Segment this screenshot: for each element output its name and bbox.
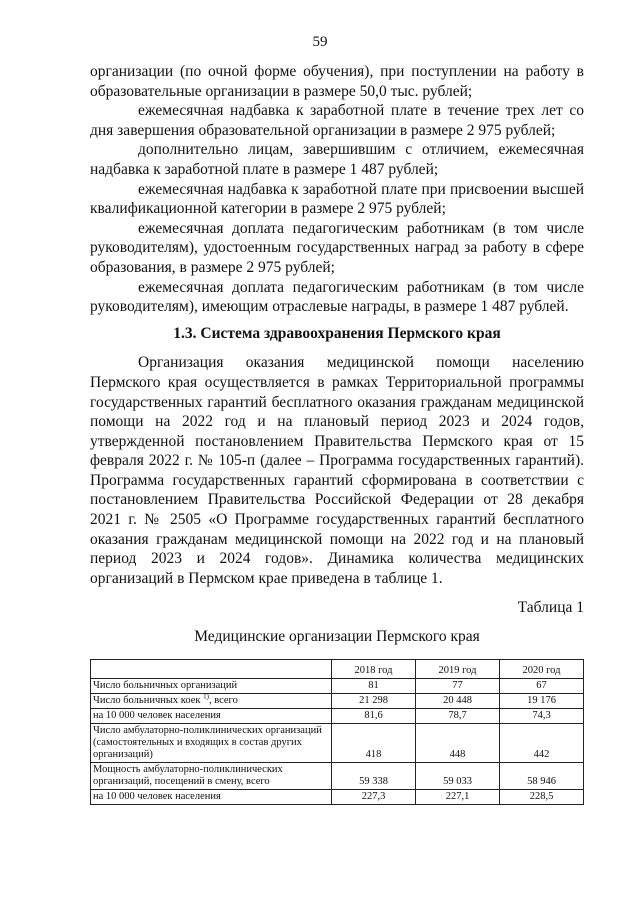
paragraph: ежемесячная доплата педагогическим работникам (в том числе руководителям), имеющим отраслевые награды, в размере 1 487 рублей.: [90, 278, 584, 316]
table-header-cell: 2018 год: [332, 660, 416, 679]
row-label: [91, 679, 332, 694]
table-row: [91, 694, 584, 709]
table-title: Медицинские организации Пермского края: [194, 628, 480, 646]
document-body: [90, 62, 584, 653]
row-label-suffix: , всего: [208, 695, 238, 706]
table-cell: 228,5: [500, 790, 584, 805]
paragraph: ежемесячная надбавка к заработной плате при присвоении высшей квалификационной категории в размере 2 975 рублей;: [90, 180, 584, 218]
section-heading: 1.3. Система здравоохранения Пермского края: [173, 324, 501, 342]
table-cell: 67: [500, 679, 584, 694]
row-label-text: Число амбулаторно-поликлинических организаций (самостоятельных и входящих в состав других организаций): [93, 725, 322, 760]
table-row: [91, 724, 584, 763]
row-label: [91, 790, 332, 805]
table-cell: 58 946: [500, 763, 584, 790]
row-label: [91, 763, 332, 790]
paragraph: ежемесячная надбавка к заработной плате в течение трех лет со дня завершения образовательной организации в размере 2 975 рублей;: [90, 102, 584, 139]
row-label-text: Число больничных коек: [93, 695, 204, 706]
paragraph: ежемесячная доплата педагогическим работникам (в том числе руководителям), удостоенным государственных наград за работу в сфере образования, в размере 2 975 рублей;: [90, 219, 584, 276]
table-row: [91, 709, 584, 724]
table-cell: 227,3: [332, 790, 416, 805]
row-label-text: Число больничных организаций: [93, 680, 238, 691]
row-label: [91, 724, 332, 763]
table-cell: 78,7: [416, 709, 500, 724]
page-number: 59: [312, 34, 328, 50]
row-label: [91, 694, 332, 709]
table-cell: 442: [500, 724, 584, 763]
table-cell: 227,1: [416, 790, 500, 805]
row-label: [91, 709, 332, 724]
table-header-cell: 2020 год: [500, 660, 584, 679]
table-row: [91, 790, 584, 805]
table-header-cell: 2019 год: [416, 660, 500, 679]
table-cell: 20 448: [416, 694, 500, 709]
paragraph: организации (по очной форме обучения), при поступлении на работу в образовательные организации в размере 50,0 тыс. рублей;: [90, 63, 584, 100]
table-cell: 74,3: [500, 709, 584, 724]
table-cell: 81,6: [332, 709, 416, 724]
medical-organizations-table: [90, 659, 584, 805]
table-row: [91, 763, 584, 790]
table-label: Таблица 1: [517, 599, 584, 617]
table-cell: 59 033: [416, 763, 500, 790]
table-header-row: [91, 660, 584, 679]
table-header-cell: [91, 660, 332, 679]
table-cell: 59 338: [332, 763, 416, 790]
footnote-marker: 1): [203, 692, 209, 701]
row-label-text: на 10 000 человек населения: [93, 791, 221, 802]
table-cell: 448: [416, 724, 500, 763]
table-row: [91, 679, 584, 694]
table-cell: 81: [332, 679, 416, 694]
table-cell: 418: [332, 724, 416, 763]
paragraph: Организация оказания медицинской помощи населению Пермского края осуществляется в рамках Территориальной программы государственных гарантий бесплатного оказания гражданам медицинской помощи на 2022 год и на плановый период 2023 и 2024 годов, утвержденной постановлением Правительства Пермского края от 15 февраля 2022 г. № 105-п (далее – Программа государственных гарантий). Программа государственных гарантий сформирована в соответствии с постановлением Правительства Российской Федерации от 28 декабря 2021 г. № 2505 «О Программе государственных гарантий бесплатного оказания гражданам медицинской помощи на 2022 год и на плановый период 2023 и 2024 годов». Динамика количества медицинских организаций в Пермском крае приведена в таблице 1.: [90, 354, 584, 587]
table-cell: 19 176: [500, 694, 584, 709]
table-cell: 21 298: [332, 694, 416, 709]
row-label-text: на 10 000 человек населения: [93, 710, 221, 721]
row-label-text: Мощность амбулаторно-поликлинических организаций, посещений в смену, всего: [93, 764, 283, 787]
paragraph: дополнительно лицам, завершившим с отличием, ежемесячная надбавка к заработной плате в размере 1 487 рублей;: [90, 141, 584, 178]
table-cell: 77: [416, 679, 500, 694]
